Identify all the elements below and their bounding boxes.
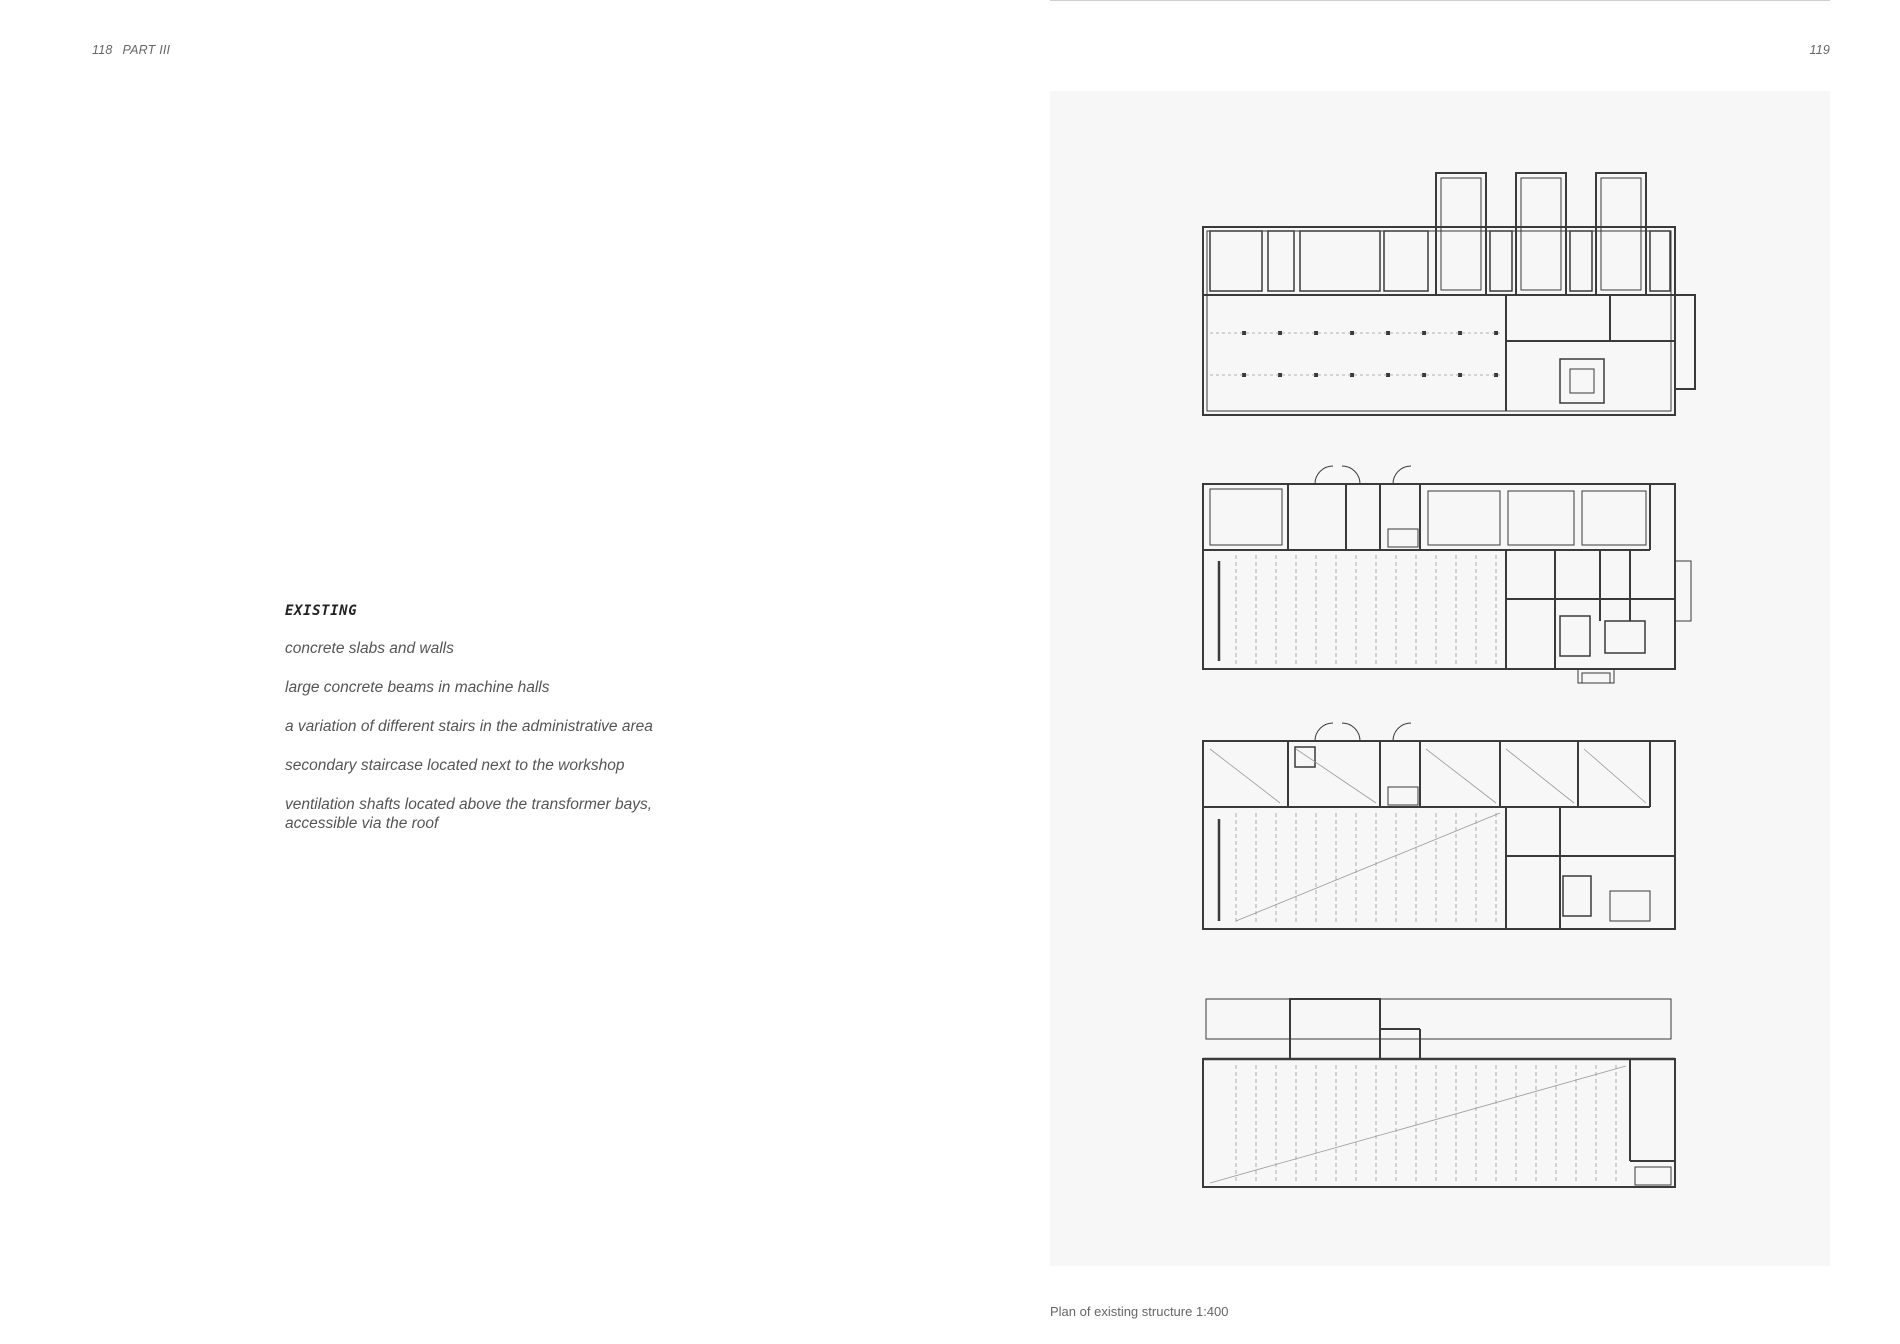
notes-item: concrete slabs and walls	[285, 640, 454, 657]
floor-plan-upper	[1203, 466, 1691, 683]
floor-plan-roof	[1203, 173, 1695, 415]
left-page-folio	[92, 43, 170, 57]
right-page-number: 119	[1809, 43, 1830, 57]
existing-notes	[285, 603, 705, 853]
part-label: PART III	[122, 43, 171, 57]
notes-heading: EXISTING	[285, 603, 358, 619]
notes-item: ventilation shafts located above the transformer bays, accessible via the roof	[285, 796, 653, 832]
column-grid-roof	[1242, 331, 1498, 377]
left-page-number: 118	[92, 43, 113, 57]
notes-item: large concrete beams in machine halls	[285, 679, 550, 696]
floor-plan-ground	[1203, 723, 1675, 929]
top-rule	[1050, 0, 1830, 1]
figure-caption: Plan of existing structure 1:400	[1050, 1304, 1229, 1319]
notes-item: a variation of different stairs in the administrative area	[285, 718, 653, 735]
floor-plans-panel	[1050, 91, 1830, 1266]
notes-item: secondary staircase located next to the workshop	[285, 757, 625, 774]
floor-plan-basement	[1203, 999, 1675, 1187]
